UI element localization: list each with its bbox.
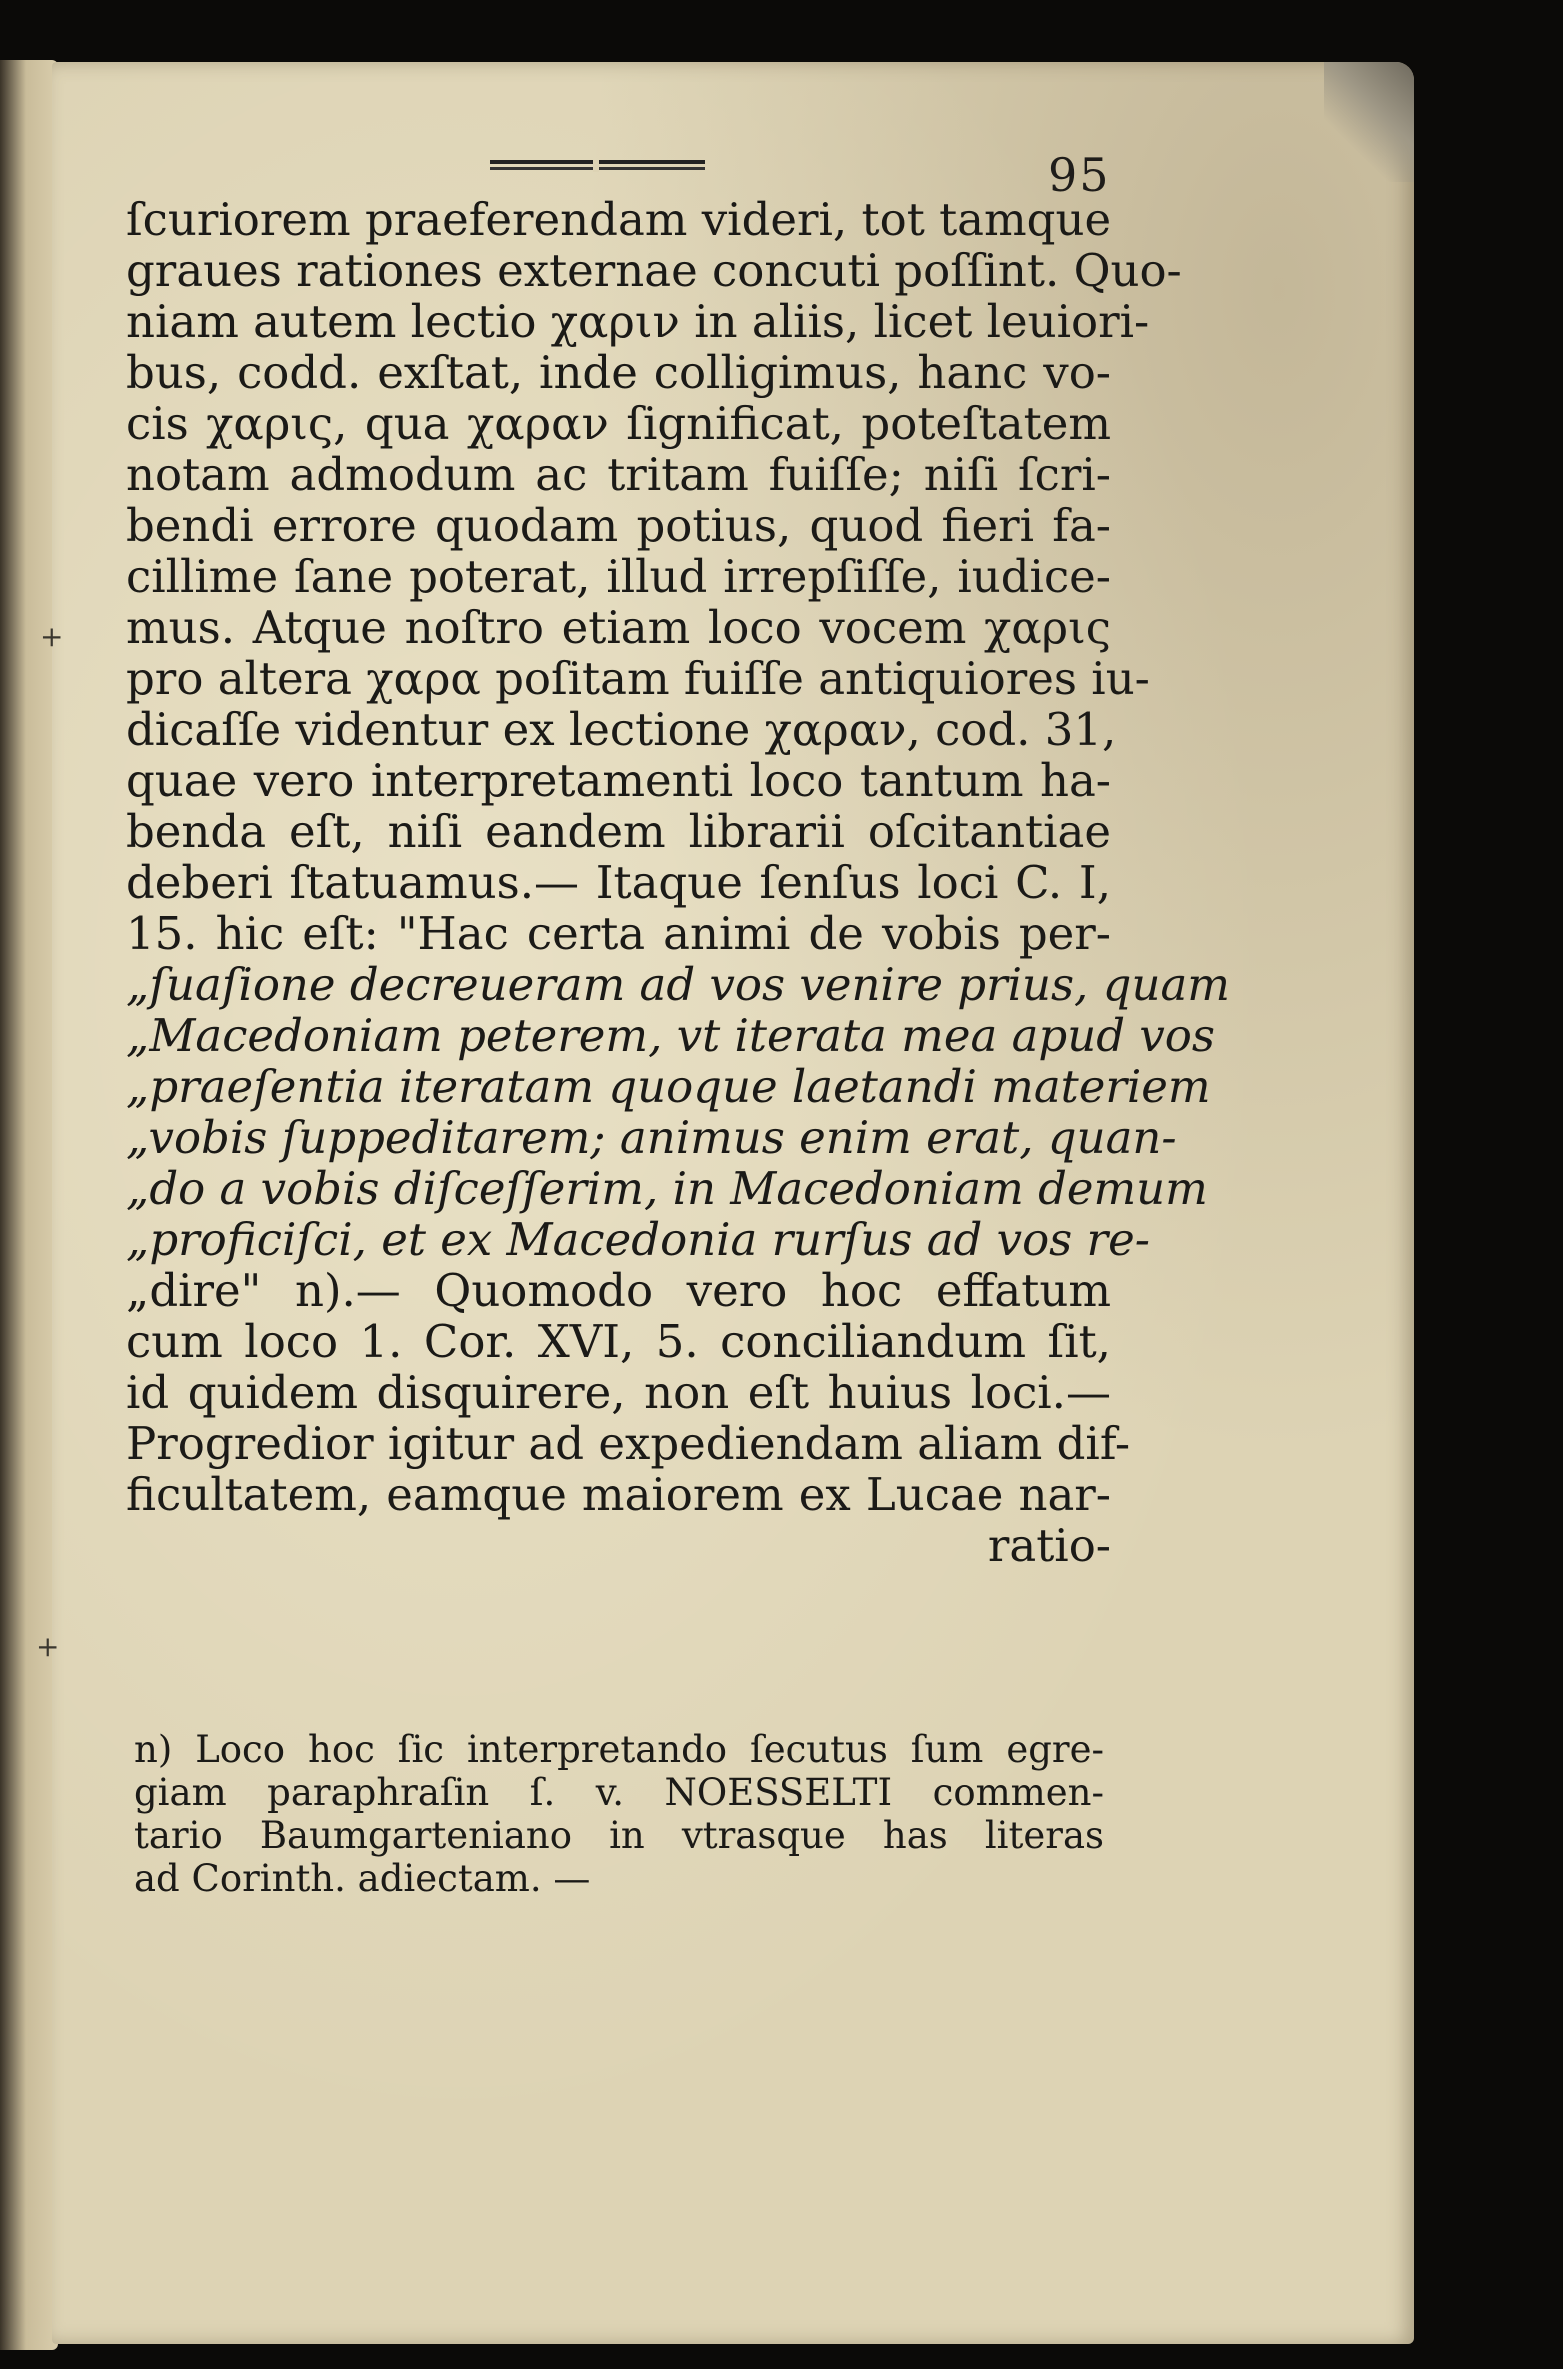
footnote (134, 1728, 1104, 1900)
text-line: „Macedoniam peterem, vt iterata mea apud vos (126, 1009, 1215, 1062)
header-rule (490, 160, 705, 174)
text-line: cillime ſane poterat, illud irrepſiſſe, iudice- (126, 550, 1111, 603)
text-line: cum loco 1. Cor. XVI, 5. conciliandum ſit, (126, 1315, 1111, 1368)
text-line: notam admodum ac tritam fuiſſe; niſi ſcri- (126, 448, 1111, 501)
text-line: bendi errore quodam potius, quod fieri fa- (126, 499, 1111, 552)
main-text (126, 193, 1230, 1572)
text-line: graues rationes externae concuti poſſint. Quo- (126, 244, 1182, 297)
binding-mark: + (36, 1630, 60, 1663)
left-page-edge (0, 60, 58, 2350)
binding-mark: + (40, 620, 64, 653)
text-line: „do a vobis diſceſſerim, in Macedoniam demum (126, 1162, 1208, 1215)
footnote-line: tario Baumgarteniano in vtrasque has literas (134, 1814, 1104, 1857)
text-line: mus. Atque noſtro etiam loco vocem χαρις (126, 601, 1111, 654)
text-line: „praeſentia iteratam quoque laetandi materiem (126, 1060, 1211, 1113)
text-line: bus, codd. exſtat, inde colligimus, hanc vo- (126, 346, 1111, 399)
page-number: 95 (1048, 148, 1111, 202)
catchword: ratio- (987, 1519, 1111, 1572)
text-line: „vobis ſuppeditarem; animus enim erat, quan- (126, 1111, 1177, 1164)
footnote-line: n) Loco hoc ſic interpretando ſecutus ſum egre- (134, 1728, 1104, 1771)
text-line: pro altera χαρα poſitam fuiſſe antiquiores iu- (126, 652, 1150, 705)
footnote-line: giam paraphraſin ſ. v. NOESSELTI commen- (134, 1771, 1104, 1814)
text-line: 15. hic eſt: "Hac certa animi de vobis per- (126, 907, 1111, 960)
text-line: „ſuaſione decreueram ad vos venire prius, quam (126, 958, 1230, 1011)
worn-page-corner (1324, 62, 1414, 182)
text-line: id quidem disquirere, non eſt huius loci.— (126, 1366, 1111, 1419)
text-line: ſcuriorem praeferendam videri, tot tamque (126, 193, 1112, 246)
text-line: „proficiſci, et ex Macedonia rurſus ad vos re- (126, 1213, 1150, 1266)
text-line: dicaſſe videntur ex lectione χαραν, cod. 31, (126, 703, 1117, 756)
text-line: ficultatem, eamque maiorem ex Lucae nar- (126, 1468, 1111, 1521)
text-line: benda eſt, niſi eandem librarii oſcitantiae (126, 805, 1111, 858)
text-line: „dire" n).— Quomodo vero hoc effatum (126, 1264, 1111, 1317)
text-line: Progredior igitur ad expediendam aliam dif- (126, 1417, 1131, 1470)
text-line: cis χαρις, qua χαραν ſignificat, poteſtatem (126, 397, 1111, 450)
text-line: quae vero interpretamenti loco tantum ha- (126, 754, 1111, 807)
footnote-line: ad Corinth. adiectam. — (134, 1857, 591, 1900)
text-line: niam autem lectio χαριν in aliis, licet leuiori- (126, 295, 1150, 348)
text-line: deberi ſtatuamus.— Itaque ſenſus loci C. I, (126, 856, 1111, 909)
